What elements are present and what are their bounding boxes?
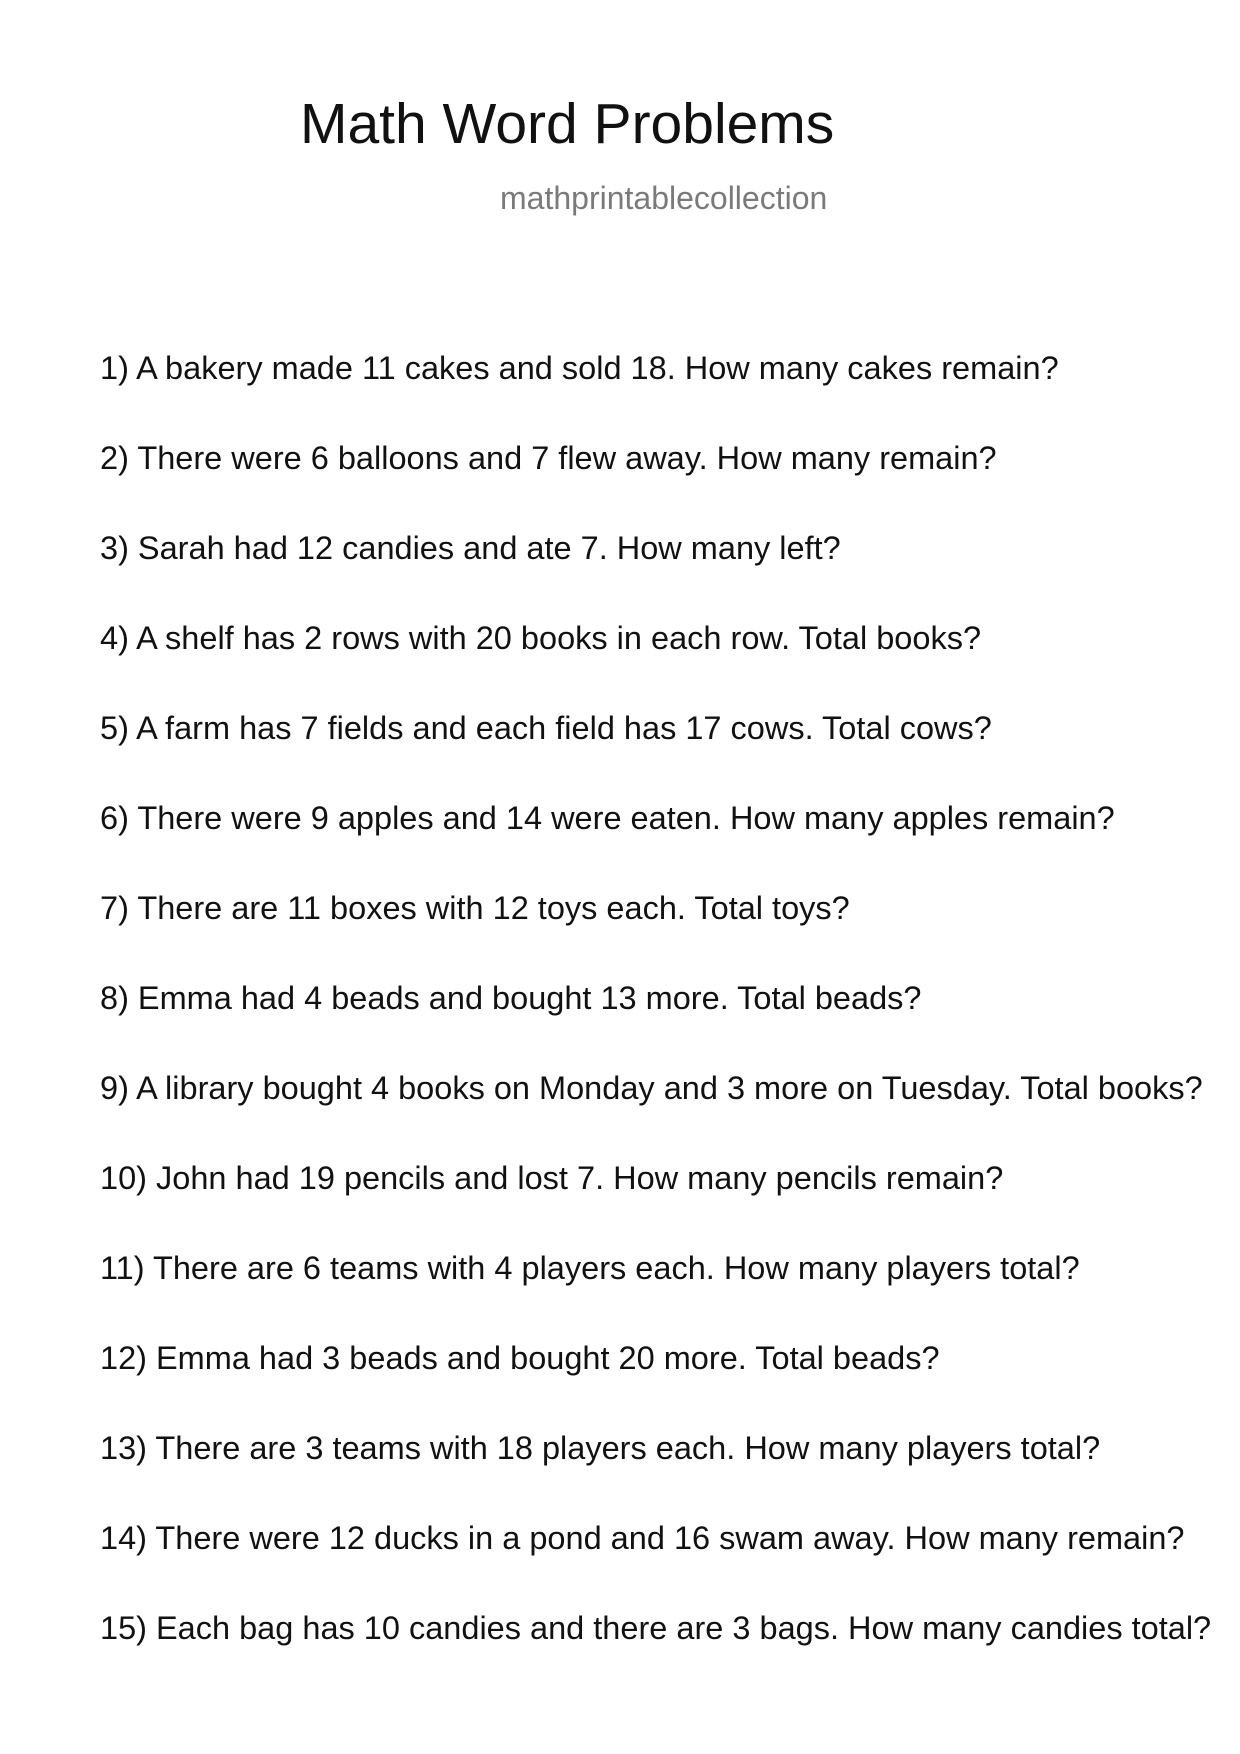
problem-item: 9) A library bought 4 books on Monday and 3 more on Tuesday. Total books? [100, 1070, 1203, 1106]
problem-item: 8) Emma had 4 beads and bought 13 more. Total beads? [100, 980, 922, 1016]
problem-item: 2) There were 6 balloons and 7 flew away. How many remain? [100, 440, 997, 476]
problem-item: 11) There are 6 teams with 4 players each. How many players total? [100, 1250, 1080, 1286]
problem-item: 15) Each bag has 10 candies and there are 3 bags. How many candies total? [100, 1610, 1212, 1646]
page-title: Math Word Problems [300, 92, 835, 156]
problem-item: 14) There were 12 ducks in a pond and 16 swam away. How many remain? [100, 1520, 1185, 1556]
problem-list [100, 349, 1240, 1699]
page-subtitle: mathprintablecollection [500, 180, 828, 216]
problem-item: 13) There are 3 teams with 18 players each. How many players total? [100, 1430, 1101, 1466]
problem-item: 10) John had 19 pencils and lost 7. How many pencils remain? [100, 1160, 1004, 1196]
problem-item: 3) Sarah had 12 candies and ate 7. How many left? [100, 530, 841, 566]
problem-item: 5) A farm has 7 fields and each field has 17 cows. Total cows? [100, 710, 992, 746]
problem-item: 1) A bakery made 11 cakes and sold 18. How many cakes remain? [100, 350, 1059, 386]
problem-item: 12) Emma had 3 beads and bought 20 more. Total beads? [100, 1340, 940, 1376]
problem-item: 7) There are 11 boxes with 12 toys each. Total toys? [100, 890, 850, 926]
problem-item: 4) A shelf has 2 rows with 20 books in each row. Total books? [100, 620, 982, 656]
problem-item: 6) There were 9 apples and 14 were eaten. How many apples remain? [100, 800, 1115, 836]
